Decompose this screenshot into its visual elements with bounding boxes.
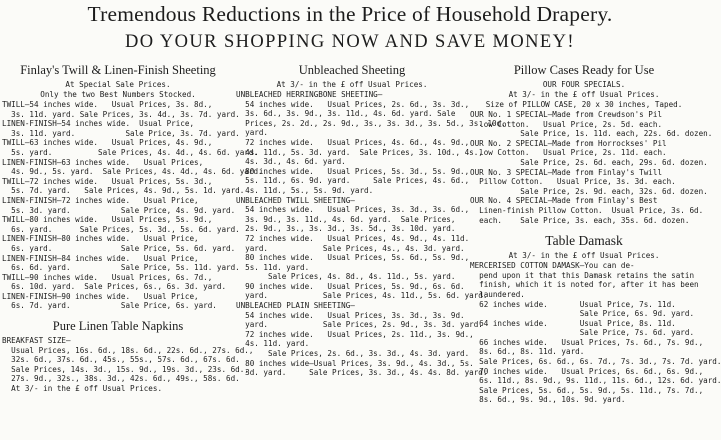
price-line: yard. Sale Prices, 2s. 9d., 3s. 3d. yard.	[236, 320, 483, 330]
price-line: 4s. 11d., 5s., 5s. 9d. yard.	[236, 185, 374, 195]
price-line: low Cotton. Usual Price, 2s. 5d. each.	[470, 119, 663, 129]
price-line: TWILL—54 inches wide. Usual Prices, 3s. 8d.,	[2, 100, 213, 109]
price-line: OUR No. 2 SPECIAL—Made from Horrockses' Pil	[470, 138, 667, 148]
section-title: Pure Linen Table Napkins	[52, 319, 184, 334]
section-title: Table Damask	[545, 233, 623, 249]
price-line: 27s. 9d., 32s., 38s. 3d., 42s. 6d., 49s., 58s. 6d.	[2, 374, 240, 384]
section-subtitle: Only the two Best Numbers Stocked.	[40, 90, 196, 99]
price-line: 54 inches wide. Usual Prices, 2s. 6d., 3s. 3d.,	[236, 99, 470, 109]
price-line: yard. Sale Prices, 4s., 4s. 3d. yard.	[236, 243, 465, 253]
price-line: Sale Prices, 14s. 3d., 15s. 9d., 19s. 3d., 23s. 6d.,	[2, 364, 249, 374]
price-line: Pillow Cotton. Usual Price, 3s. 3d. each.	[470, 177, 676, 187]
price-line: 4s. 11d. yard.	[236, 339, 310, 349]
price-line: 70 inches wide. Usual Prices, 6s. 6d., 6s. 9d.,	[470, 366, 704, 376]
column-right	[470, 58, 721, 440]
price-line: Prices, 2s. 2d., 2s. 9d., 3s., 3s. 3d., 3s. 5d., 3s. 10d.	[236, 118, 506, 128]
price-line: 6s. 10d. yard. Sale Prices, 6s., 6s. 3d. yard.	[2, 282, 227, 292]
price-line: 5s. 11d. yard.	[236, 262, 310, 272]
price-line: yard. Sale Prices, 4s. 11d., 5s. 6d. yard.	[236, 291, 488, 301]
price-line: 64 inches wide. Usual Price, 8s. 11d.	[470, 318, 676, 328]
section-gap	[236, 378, 468, 381]
price-line: 6s. 6d. yard. Sale Price, 5s. 11d. yard.	[2, 263, 240, 273]
price-line: finish, which it is noted for, after it has been	[470, 280, 699, 290]
price-line: At 3/- in the £ off Usual Prices.	[2, 384, 163, 394]
section-subtitle: At 3/- in the £ off Usual Prices.	[508, 90, 660, 99]
price-line: Sale Prices, 5s. 6d., 5s. 9d., 5s. 11d., 7s. 7d.,	[470, 385, 704, 395]
price-line: 3s. 11d. yard. Sale Price, 3s. 7d. yard.	[2, 128, 240, 138]
price-line: Sale Prices, 6s. 6d., 6s. 7d., 7s. 3d., 7s. 7d. yard.	[470, 357, 721, 367]
price-line: 62 inches wide. Usual Price, 7s. 11d.	[470, 299, 676, 309]
section-title: Pillow Cases Ready for Use	[513, 63, 655, 77]
price-line: 4s. 3d., 4s. 6d. yard.	[236, 157, 346, 167]
price-line: 5s. 11d., 6s. 9d. yard. Sale Prices, 4s. 6d.,	[236, 176, 470, 186]
price-line: Usual Prices, 16s. 6d., 18s. 6d., 22s. 6d., 27s. 6d.,	[2, 345, 254, 355]
price-line: 3s. 9d., 3s. 11d., 4s. 6d. yard. Sale Prices,	[236, 214, 456, 224]
section-gap	[470, 225, 698, 228]
price-line: 90 inches wide. Usual Prices, 5s. 9d., 6s. 6d.	[236, 281, 465, 291]
price-line: 54 inches wide. Usual Prices, 3s. 3d., 3s. 9d.	[236, 310, 465, 320]
price-line: 54 inches wide. Usual Prices, 3s. 3d., 3s. 6d.,	[236, 205, 470, 215]
price-line: each. Sale Price, 3s. each, 35s. 6d. dozen.	[470, 215, 690, 225]
price-line: UNBLEACHED HERRINGBONE SHEETING—	[236, 90, 383, 99]
section-subtitle: Size of PILLOW CASE, 20 x 30 inches, Taped.	[485, 100, 683, 109]
price-line: Sale Price, 2s. 9d. each, 32s. 6d. dozen.	[470, 186, 708, 196]
price-line: 4s. 11d., 5s. 3d. yard. Sale Prices, 3s. 10d., 4s.,	[236, 147, 483, 157]
section-subtitle: At Special Sale Prices.	[65, 80, 171, 89]
price-line: LINEN-FINISH—63 inches wide. Usual Prices,	[2, 157, 204, 167]
price-line: Sale Price, 7s. 6d. yard.	[470, 328, 695, 338]
price-line: Sale Prices, 4s. 8d., 4s. 11d., 5s. yard.	[236, 272, 456, 282]
section-title: Finlay's Twill & Linen-Finish Sheeting	[20, 63, 216, 77]
price-line: 3s. 6d., 3s. 9d., 3s. 11d., 4s. 6d. yard. Sale	[236, 109, 456, 119]
price-line: 72 inches wide. Usual Prices, 4s. 9d., 4s. 11d.	[236, 233, 470, 243]
price-line: TWILL—72 inches wide. Usual Prices, 5s. 3d.,	[2, 176, 213, 186]
section-subtitle: OUR FOUR SPECIALS.	[542, 80, 626, 89]
price-line: 5s. 7d. yard. Sale Prices, 4s. 9d., 5s. 1d. yard.	[2, 186, 245, 196]
price-line: TWILL—63 inches wide. Usual Prices, 4s. 9d.,	[2, 138, 213, 148]
price-line: 2s. 9d., 3s., 3s. 3d., 3s. 5d., 3s. 10d. yard.	[236, 224, 456, 234]
price-line: Sale Price, 2s. 6d. each, 29s. 6d. dozen.	[470, 157, 708, 167]
price-line: 80 inches wide. Usual Prices, 5s. 6d., 5s. 9d.,	[236, 253, 470, 263]
price-line: 6s. yard. Sale Prices, 5s. 3d., 5s. 6d. yard.	[2, 224, 240, 234]
price-line: LINEN-FINISH—80 inches wide. Usual Price,	[2, 234, 199, 244]
price-line: OUR No. 1 SPECIAL—Made from Crewdson's Pil	[470, 110, 663, 119]
price-line: 32s. 6d., 37s. 6d., 45s., 55s., 57s. 6d., 67s. 6d.	[2, 355, 240, 365]
price-line: TWILL—80 inches wide. Usual Prices, 5s. 9d.,	[2, 215, 213, 225]
price-line: MERCERISED COTTON DAMASK—You can de-	[470, 261, 635, 271]
price-line: LINEN-FINISH—54 inches wide. Usual Price,	[2, 119, 195, 129]
price-line: 6s. 11d., 8s. 9d., 9s. 11d., 11s. 6d., 12s. 6d. yard.	[470, 376, 721, 386]
price-line: Sale Price, 1s. 11d. each, 22s. 6d. dozen.	[470, 129, 713, 139]
price-line: 80 inches wide. Usual Prices, 5s. 3d., 5s. 9d.,	[236, 166, 470, 176]
subheadline: DO YOUR SHOPPING NOW AND SAVE MONEY!	[125, 32, 575, 52]
price-line: 5s. yard. Sale Prices, 4s. 4d., 4s. 6d. yard.	[2, 147, 259, 157]
price-line: 6s. yard. Sale Price, 5s. 6d. yard.	[2, 243, 236, 253]
price-line: 4s. 9d., 5s. yard. Sale Prices, 4s. 4d., 4s. 6d. yard.	[2, 167, 263, 177]
price-line: yard.	[236, 128, 269, 138]
column-left	[2, 58, 263, 440]
headline: Tremendous Reductions in the Price of Household Drapery.	[87, 2, 613, 26]
price-line: Sale Price, 6s. 9d. yard.	[470, 309, 695, 319]
section-gap	[2, 394, 234, 397]
section-subtitle: At 3/- in the £ off Usual Prices.	[276, 80, 428, 89]
price-line: 8s. 6d., 8s. 11d. yard.	[470, 347, 585, 357]
price-line: BREAKFAST SIZE—	[2, 336, 71, 346]
price-line: LINEN-FINISH—84 inches wide. Usual Price,	[2, 253, 199, 263]
price-line: 72 inches wide. Usual Prices, 4s. 6d., 4s. 9d.,	[236, 137, 470, 147]
price-line: 5s. 3d. yard. Sale Price, 4s. 9d. yard.	[2, 205, 236, 215]
price-line: TWILL—90 inches wide. Usual Prices, 6s. 7d.,	[2, 272, 213, 282]
price-line: 72 inches wide. Usual Prices, 2s. 11d., 3s. 9d.,	[236, 329, 474, 339]
section-gap	[2, 311, 234, 314]
price-line: LINEN-FINISH—90 inches wide. Usual Price,	[2, 291, 199, 301]
price-line: LINEN-FINISH—72 inches wide. Usual Price,	[2, 195, 199, 205]
section-title: Unbleached Sheeting	[298, 63, 406, 77]
price-line: 3s. 11d. yard. Sale Prices, 3s. 4d., 3s. 7d. yard.	[2, 109, 240, 119]
price-line: OUR No. 3 SPECIAL—Made from Finlay's Twill	[470, 167, 663, 177]
price-line: OUR No. 4 SPECIAL—Made from Finlay's Best	[470, 196, 658, 206]
section-subtitle: At 3/- in the £ off Usual Prices.	[508, 251, 660, 261]
price-line: Sale Prices, 2s. 6d., 3s. 3d., 4s. 3d. yard.	[236, 349, 470, 359]
price-line: 8s. 6d., 9s. 9d., 10s. 9d. yard.	[470, 395, 626, 405]
price-line: laundered.	[470, 289, 525, 299]
price-line: pend upon it that this Damask retains the satin	[470, 270, 695, 280]
price-line: low Cotton. Usual Price, 2s. 11d. each.	[470, 148, 667, 158]
price-line: 66 inches wide. Usual Prices, 7s. 6d., 7s. 9d.,	[470, 337, 704, 347]
price-line: UNBLEACHED PLAIN SHEETING—	[236, 301, 355, 311]
price-line: Linen-finish Pillow Cotton. Usual Price, 3s. 6d.	[470, 205, 704, 215]
price-line: 3d. yard. Sale Prices, 3s. 3d., 4s. 4s. 8d. yard.	[236, 368, 488, 378]
section-gap	[470, 405, 698, 408]
price-line: UNBLEACHED TWILL SHEETING—	[236, 195, 355, 205]
price-line: 80 inches wide—Usual Prices, 3s. 9d., 4s. 3d., 5s.	[236, 358, 474, 368]
price-line: 6s. 7d. yard. Sale Price, 6s. yard.	[2, 301, 217, 311]
